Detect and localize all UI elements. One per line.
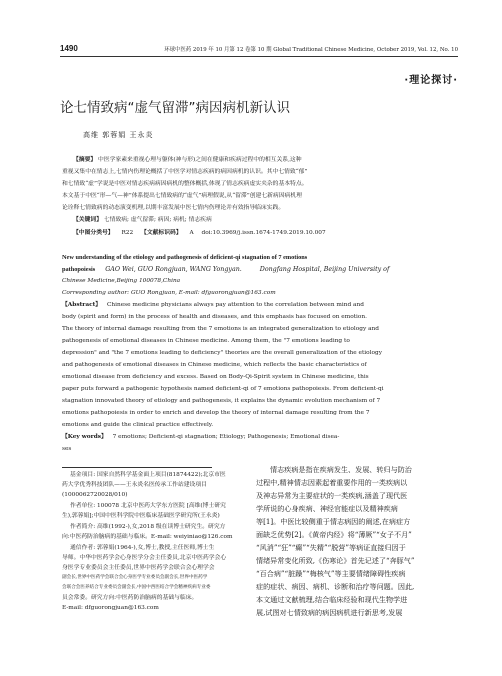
keywords-en-label: 【Key words】 (62, 434, 107, 440)
running-header (60, 43, 458, 53)
keywords-zh-label: 【关键词】 (73, 217, 102, 223)
footnote-line: 作者简介: 高维(1992-),女,2018 级在读博士研究生。研究方 (70, 524, 226, 530)
abstract-en-line: pathogenesis of emotional diseases in Chinese medicine. Among them, the "7 emotions leading to (62, 338, 350, 344)
footnote-line: 副会长,世界中医药学会联合会心身医学专业委员会副会长,世界中医药学 (62, 575, 208, 580)
keywords-en-tail: ses (62, 446, 72, 452)
header-rule (60, 56, 458, 57)
footnote-line: 员会常委。研究方向:中医药防治脑病的基础与临床。 (62, 595, 198, 601)
clc-value: R22 (121, 230, 134, 236)
body-line: 及神志异常为主要症状的一类疾病,涵盖了现代医 (256, 491, 408, 500)
footnote-line: 作者单位: 100078 北京中医药大学东方医院 [高维(博士研究 (70, 503, 226, 509)
abstract-en-line: and pathogenesis of emotional diseases in Chinese medicine, which reflects the basic characteristics of (62, 362, 367, 368)
keywords-en-text: 7 emotions; Deficient-qi stagnation; Etiology; Pathogenesis; Emotional disea- (112, 434, 340, 440)
footnote-line: 生),郭蓉娟];中国中医科学院中医临床基础医学研究所(王永炎) (62, 513, 220, 519)
authors-en: GAO Wei, GUO Rongjuan, WANG Yongyan. (105, 266, 242, 273)
abstract-zh-line: 论诠释七情致病的动态演变机理,以期丰富发展中医七情内伤理论并有效指导临床实践。 (62, 205, 285, 211)
body-line: 情志疾病是指在疾病发生、发展、转归与防治 (270, 465, 412, 474)
article-title-en: New understanding of the etiology and pathogenesis of deficient-qi stagnation of 7 emotions (62, 254, 308, 261)
body-line: 等[1]。中医比较侧重于情志病因的阐述,在病症方 (256, 517, 411, 526)
body-line: 展,试图对七情致病的病因病机进行新思考,发展 (256, 608, 403, 617)
affiliation-en: Dongfang Hospital, Beijing University of (259, 266, 390, 273)
abstract-zh-line: 重视又集中在情志上,七情内伤理论概括了中医学对情志疾病的病因病机的认识。其中七情致“郁” (62, 169, 308, 175)
clc-label: 【中图分类号】 (73, 230, 114, 236)
footnote-line: E-mail: dfguorongjuan@163.com (62, 605, 159, 611)
body-line: 本文通过文献梳理,结合临床经验和现代生物学进 (256, 595, 408, 604)
abstract-zh-line: 本文基于中医“形—气—神”体系提出七情致病的“虚气”病理假说,从“留滞”创建七新病因病机理 (62, 193, 302, 199)
doc-code-value: A (189, 230, 194, 236)
doi: doi:10.3969/j.issn.1674-1749.2019.10.007 (201, 230, 326, 236)
corresponding-author-en: Corresponding author: GUO Rongjuan, E-mail: dfguorongjuan@163.com (62, 290, 276, 296)
abstract-en-line: stagnation innovated theory of etiology and pathogenesis, it explains the dynamic evolution mechanism of 7 (62, 398, 381, 404)
abstract-en-line: emotions and guide the clinical practice effectively. (62, 422, 214, 428)
footnote-line: 药大学优秀科技团队——王永炎名医传承工作站建设项目 (62, 482, 207, 488)
footnote-line: 导师。中华中医药学会心身医学分会主任委员,北京中医药学会心 (62, 555, 227, 561)
affiliation-en-line: Chinese Medicine,Beijing 100078,China (62, 278, 181, 284)
abstract-en-line: 【Abstract】 Chinese medicine physicians always pay attention to the correlation between mind and (62, 302, 364, 308)
abstract-en-line: body (spirit and form) in the process of health and diseases, and this emphasis has focused on emotion. (62, 314, 367, 320)
article-title-en-end: pathopoiesis (62, 266, 96, 273)
column-label: ·理论探讨· (404, 75, 458, 86)
article-title-zh: 论七情致病“虚气留滞”病因病机新认识 (60, 100, 290, 116)
abstract-en-label: 【Abstract】 (62, 302, 102, 308)
abstract-en-line: emotions pathopoiesis in order to enrich and develop the theory of internal damage resulting from the 7 (62, 410, 370, 416)
body-line: “风消”“狂”“癫”“失精”“脱营”等病证直接归因于 (256, 543, 406, 552)
body-line: “百合病”“脏躁”“梅核气”等主要情绪障碍性疾病 (256, 569, 406, 578)
footnote-line: 基金项目: 国家自然科学基金面上项目(81874422);北京市医 (70, 472, 226, 478)
abstract-en-line: paper puts forward a pathogenic hypothesis named deficient-qi of 7 emotions pathopoiesis. From deficient-qi (62, 386, 384, 392)
keywords-en (62, 435, 339, 441)
classification-line (73, 231, 326, 237)
abstract-zh-label: 【摘要】 (73, 157, 97, 163)
footnote-line: 向:中医药防治脑病的基础与临床。E-mail: weiyiniao@126.com (62, 534, 233, 540)
footnote-line: (1000062720028/010) (62, 492, 128, 498)
footnote-line: 通信作者: 郭蓉娟(1964-),女,博士,教授,主任医师,博士生 (70, 545, 215, 551)
abstract-en-line: depression" and "the 7 emotions leading to deficiency" theories are the overall generalization of the etiology (62, 350, 382, 356)
abstract-en-line: emotional disease from deficiency and excess. Based on Body-Qi-Spirit system in Chinese medicine, this (62, 374, 369, 380)
doc-code-label: 【文献标识码】 (141, 230, 182, 236)
page-number: 1490 (60, 44, 78, 53)
abstract-en-line: The theory of internal damage resulting from the 7 emotions is an integrated generalization to etiology and (62, 326, 379, 332)
journal-citation-line: 环球中医药 2019 年 10 月第 12 卷第 10 期 Global Traditional Chinese Medicine, October 2019, Vol. 12, No. 10 (164, 47, 458, 53)
footnote-line: 身医学专业委员会主任委员,世界中医药学会联合会心理学会 (62, 565, 215, 571)
keywords-zh (73, 218, 212, 224)
abstract-zh-line: 【摘要】 中医学家素来重视心理与躯体(神与形)之间在健康和疾病过程中的相互关系,这种 (73, 157, 302, 163)
abstract-zh-line: 和七情致“虚”学说是中医对情志疾病病因病机的整体概括,体现了情志疾病虚实夹杂的基本特点。 (62, 181, 308, 187)
title-en-and-authors (62, 267, 389, 273)
body-line: 过程中,精神情志因素起着重要作用的一类疾病以 (256, 478, 408, 487)
body-line: 面缺乏优势[2]。《黄帝内经》将“薄厥”“女子不月” (256, 530, 412, 539)
body-line: 症的症状、病因、病机、诊断和治疗等问题。因此, (256, 582, 415, 591)
keywords-zh-text: 七情致病; 虚气留滞; 病因; 病机; 情志疾病 (103, 217, 212, 223)
body-line: 情绪异常变化所致,《伤寒论》首先记述了“奔豚气” (256, 556, 415, 565)
footnote-line: 会联合会医养结合专业委员会副会长,中国中西医结合学会精神疾病专业委 (62, 585, 211, 590)
footnote-rule (62, 467, 212, 468)
body-line: 学所说的心身疾病、神经官能症以及精神疾病 (256, 504, 398, 513)
authors-zh: 高维 郭蓉娟 王永炎 (83, 131, 154, 139)
